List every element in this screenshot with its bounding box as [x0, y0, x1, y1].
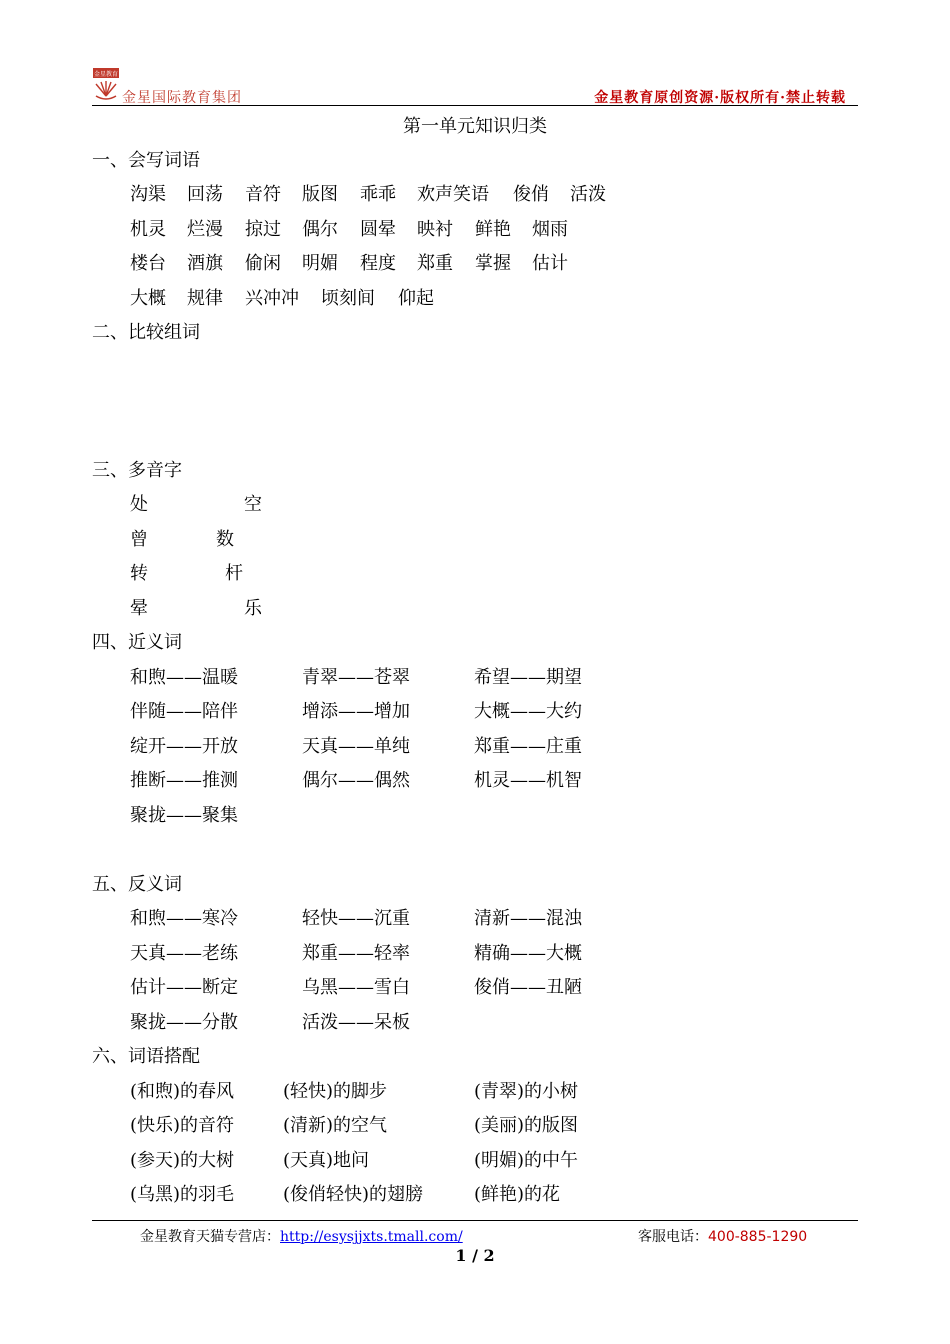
word: 规律	[187, 288, 223, 309]
section-heading-compare: 二、比较组词	[92, 322, 200, 343]
character: 曾	[130, 529, 148, 550]
phrase: (参天)的大树	[130, 1150, 235, 1171]
phrase: (清新)的空气	[283, 1115, 388, 1136]
phrase: (天真)地问	[283, 1150, 370, 1171]
section-heading-synonyms: 四、近义词	[92, 632, 182, 653]
word: 烟雨	[532, 219, 568, 240]
header-divider	[92, 105, 858, 106]
word: 机灵	[130, 219, 166, 240]
word-pair: 绽开——开放	[130, 736, 238, 757]
store-link[interactable]: http://esysjjxts.tmall.com/	[280, 1229, 463, 1245]
word-pair: 精确——大概	[474, 943, 582, 964]
word-pair: 增添——增加	[302, 701, 410, 722]
company-logo	[92, 66, 120, 100]
word: 回荡	[187, 184, 223, 205]
word-pair: 聚拢——分散	[130, 1012, 238, 1033]
word: 程度	[360, 253, 396, 274]
word: 明媚	[302, 253, 338, 274]
phrase: (俊俏轻快)的翅膀	[283, 1184, 424, 1205]
word: 圆晕	[360, 219, 396, 240]
phrase: (青翠)的小树	[474, 1081, 579, 1102]
word: 郑重	[417, 253, 453, 274]
word: 大概	[130, 288, 166, 309]
section-heading-words: 一、会写词语	[92, 150, 200, 171]
word: 欢声笑语	[417, 184, 489, 205]
word-pair: 估计——断定	[130, 977, 238, 998]
copyright-notice: 金星教育原创资源·版权所有·禁止转载	[594, 90, 846, 106]
section-heading-antonyms: 五、反义词	[92, 874, 182, 895]
character: 晕	[130, 598, 148, 619]
character: 乐	[244, 598, 262, 619]
phone-label: 客服电话：	[638, 1229, 708, 1245]
word-pair: 和煦——温暖	[130, 667, 238, 688]
footer-divider	[92, 1220, 858, 1221]
word: 楼台	[130, 253, 166, 274]
character: 处	[130, 494, 148, 515]
word-pair: 希望——期望	[474, 667, 582, 688]
phone-info	[638, 1226, 807, 1246]
phrase: (和煦)的春风	[130, 1081, 235, 1102]
word: 音符	[245, 184, 281, 205]
phrase: (快乐)的音符	[130, 1115, 235, 1136]
page-title: 第一单元知识归类	[403, 116, 547, 137]
word: 活泼	[570, 184, 606, 205]
word-pair: 俊俏——丑陋	[474, 977, 582, 998]
phrase: (鲜艳)的花	[474, 1184, 561, 1205]
word-pair: 聚拢——聚集	[130, 805, 238, 826]
word-pair: 天真——老练	[130, 943, 238, 964]
word: 顷刻间	[321, 288, 375, 309]
word: 偷闲	[245, 253, 281, 274]
word-pair: 乌黑——雪白	[302, 977, 410, 998]
word-pair: 郑重——庄重	[474, 736, 582, 757]
phrase: (乌黑)的羽毛	[130, 1184, 235, 1205]
word-pair: 机灵——机智	[474, 770, 582, 791]
word: 乖乖	[360, 184, 396, 205]
store-info	[140, 1226, 463, 1246]
word-pair: 青翠——苍翠	[302, 667, 410, 688]
word-pair: 偶尔——偶然	[302, 770, 410, 791]
word-pair: 伴随——陪伴	[130, 701, 238, 722]
phrase: (美丽)的版图	[474, 1115, 579, 1136]
character: 空	[244, 494, 262, 515]
word-pair: 和煦——寒冷	[130, 908, 238, 929]
word: 偶尔	[302, 219, 338, 240]
word-pair: 活泼——呆板	[302, 1012, 410, 1033]
phrase: (明媚)的中午	[474, 1150, 579, 1171]
word: 掠过	[245, 219, 281, 240]
store-label: 金星教育天猫专营店：	[140, 1229, 280, 1245]
word: 估计	[532, 253, 568, 274]
word: 仰起	[398, 288, 434, 309]
word-pair: 推断——推测	[130, 770, 238, 791]
word-pair: 天真——单纯	[302, 736, 410, 757]
word-pair: 郑重——轻率	[302, 943, 410, 964]
character: 数	[216, 529, 234, 550]
org-name: 金星国际教育集团	[122, 90, 242, 106]
word: 映衬	[417, 219, 453, 240]
section-heading-polyphonic: 三、多音字	[92, 460, 182, 481]
phrase: (轻快)的脚步	[283, 1081, 388, 1102]
character: 转	[130, 563, 148, 584]
word: 俊俏	[513, 184, 549, 205]
word: 版图	[302, 184, 338, 205]
word: 酒旗	[187, 253, 223, 274]
svg-text:金星教育: 金星教育	[93, 71, 119, 78]
character: 杆	[225, 563, 243, 584]
word: 兴冲冲	[245, 288, 299, 309]
word: 沟渠	[130, 184, 166, 205]
word: 烂漫	[187, 219, 223, 240]
phone-number: 400-885-1290	[708, 1229, 808, 1245]
page-number: 1 / 2	[455, 1246, 495, 1265]
word: 掌握	[475, 253, 511, 274]
section-heading-collocations: 六、词语搭配	[92, 1046, 200, 1067]
word-pair: 大概——大约	[474, 701, 582, 722]
word-pair: 清新——混浊	[474, 908, 582, 929]
word: 鲜艳	[475, 219, 511, 240]
word-pair: 轻快——沉重	[302, 908, 410, 929]
